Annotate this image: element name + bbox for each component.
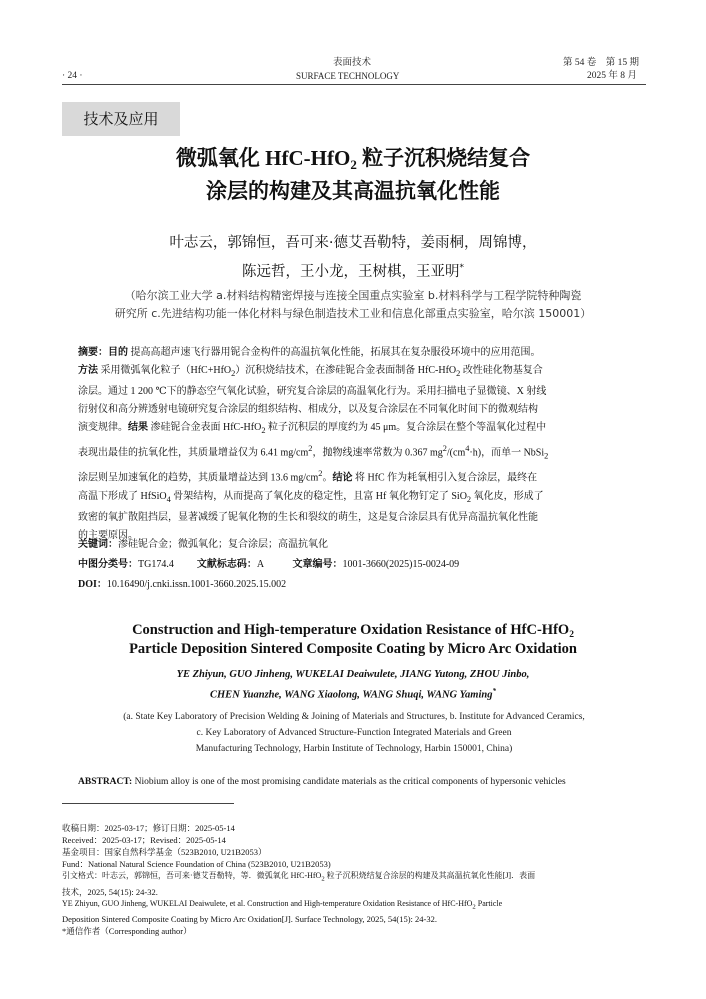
cn-affiliation-line2: 研究所 c.先进结构功能一体化材料与绿色制造技术工业和信息化部重点实验室，哈尔滨 150001）	[114, 307, 592, 320]
conclusion-label: 结论	[332, 472, 353, 484]
article-no-label: 文章编号：	[292, 559, 343, 570]
purpose-label: 目的	[108, 347, 128, 358]
en-affiliation-line2: c. Key Laboratory of Advanced Structure-Function Integrated Materials and Green	[196, 728, 512, 738]
issue-date: 2025 年 8 月	[587, 71, 637, 81]
abstract-line: ）沉积烧结技术，在渗硅铌合金表面制备 HfC-HfO	[235, 365, 457, 376]
en-abstract-text: Niobium alloy is one of the most promising candidate materials as the critical components of hypersonic vehicles	[132, 777, 566, 787]
doi-label: DOI：	[78, 579, 107, 590]
volume-issue: 第 54 卷 第 15 期	[563, 58, 640, 68]
journal-name-cn: 表面技术	[333, 58, 372, 68]
abstract-line: 的主要原因。	[78, 529, 138, 541]
en-abstract	[78, 775, 638, 789]
abstract-line: 表现出最佳的抗氧化性，其质量增益仅为 6.41 mg/cm	[78, 447, 309, 459]
header-rule	[62, 84, 646, 85]
en-title-subscript: 2	[569, 630, 574, 640]
footnote-rule	[62, 803, 234, 804]
cn-title-text-a: 微弧氧化 HfC-HfO	[175, 146, 351, 170]
received-en: Received：2025-03-17；Revised：2025-05-14	[62, 835, 226, 845]
doc-code-value: A	[256, 559, 264, 570]
abstract-line: 演变规律。	[78, 422, 128, 433]
cn-affiliation-line1: （哈尔滨工业大学 a.材料结构精密焊接与连接全国重点实验室 b.材料科学与工程学院特种陶瓷	[124, 289, 582, 302]
cn-title-line1	[0, 144, 706, 179]
article-no-value: 1001-3660(2025)15-0024-09	[342, 559, 460, 570]
abstract-line: 氧化皮，形成了	[471, 490, 544, 502]
section-tag: 技术及应用	[62, 102, 180, 136]
cite-text: Particle	[475, 898, 503, 908]
abstract-line: 改性硅化物基复合	[460, 365, 543, 376]
cn-authors-names: 陈远哲，王小龙，王树棋，王亚明	[242, 263, 460, 280]
cite-subscript: 2	[472, 903, 476, 911]
en-authors-names: CHEN Yuanzhe, WANG Xiaolong, WANG Shuqi, WANG Yaming	[210, 689, 493, 701]
en-affiliation-line3: Manufacturing Technology, Harbin Institute of Technology, Harbin 150001, China)	[195, 744, 513, 754]
cn-title-subscript: 2	[350, 157, 357, 172]
abstract-line: 采用微弧氧化粒子（HfC+HfO	[100, 365, 232, 376]
subscript: 2	[456, 369, 461, 378]
abstract-line: ·h)，而单一 NbSi	[469, 447, 545, 459]
results-label: 结果	[128, 422, 148, 433]
abstract-line: /(cm	[446, 447, 466, 459]
keywords-text: 渗硅铌合金；微弧氧化；复合涂层；高温抗氧化	[118, 539, 328, 550]
abstract-line: 衍射仪和高分辨透射电镜研究复合涂层的组织结构、相成分，以及复合涂层在不同氧化时间下的微观结构	[78, 404, 538, 415]
en-abstract-label: ABSTRACT:	[78, 777, 133, 787]
abstract-line: 高温下形成了 HfSiO	[78, 490, 167, 502]
abstract-line: 将 HfC 作为耗氧相引入复合涂层，最终在	[352, 472, 538, 484]
abstract-line: 骨架结构，从而提高了氧化皮的稳定性，且富 Hf 氧化物钉定了 SiO	[170, 490, 467, 502]
cite-en-line1	[62, 898, 646, 914]
keywords	[78, 537, 638, 553]
cn-authors-line1: 叶志云，郭锦恒，吾可来·德艾吾勒特，姜雨桐，周锦博，	[169, 235, 537, 251]
en-title-text: Construction and High-temperature Oxidation Resistance of HfC-HfO	[132, 622, 570, 638]
superscript: 2	[442, 444, 447, 453]
corresponding-author: *通信作者（Corresponding author）	[62, 926, 192, 937]
fund-en: Fund：National Natural Science Foundation of China (523B2010, U21B2053)	[62, 859, 331, 869]
method-label: 方法	[78, 365, 98, 376]
cite-cn-line2: 技术，2025, 54(15): 24-32.	[62, 886, 158, 897]
abstract-label: 摘要：	[78, 347, 108, 358]
en-title-line2: Particle Deposition Sintered Composite Coating by Micro Arc Oxidation	[129, 641, 577, 657]
cite-cn-line1	[62, 870, 646, 886]
journal-name-en: SURFACE TECHNOLOGY	[296, 71, 400, 81]
en-corresponding-mark: *	[492, 687, 496, 695]
superscript: 2	[318, 469, 323, 479]
subscript: 2	[466, 494, 472, 504]
superscript: 4	[465, 444, 470, 453]
abstract-line: 。	[322, 472, 333, 484]
corresponding-mark: *	[459, 263, 464, 273]
classification-line	[78, 557, 638, 573]
abstract-line: 渗硅铌合金表面 HfC-HfO	[148, 422, 262, 433]
abstract-cn	[78, 344, 630, 545]
abstract-line: 涂层。通过 1 200 ℃下的静态空气氧化试验，研究复合涂层的高温氧化行为。采用扫描电子显微镜、X 射线	[78, 386, 547, 397]
abstract-line: 粒子沉积层的厚度约为 45 μm。复合涂层在整个等温氧化过程中	[265, 422, 547, 433]
en-authors-line2	[0, 683, 706, 704]
subscript: 2	[231, 369, 236, 378]
en-affiliation	[78, 709, 630, 757]
cite-en-line2: Deposition Sintered Composite Coating by Micro Arc Oxidation[J]. Surface Technology, 2025, 54(15): 24-32.	[62, 914, 438, 925]
cn-title-text-b: 粒子沉积烧结复合	[356, 146, 531, 170]
en-affiliation-line1: (a. State Key Laboratory of Precision Welding & Joining of Materials and Structures, b. Institute for Advanced Ceramics,	[123, 712, 585, 722]
cn-authors-line2	[0, 257, 706, 283]
footnotes	[62, 822, 646, 937]
abstract-line: ，抛物线速率常数为 0.367 mg	[312, 447, 443, 459]
doi-value[interactable]: 10.16490/j.cnki.issn.1001-3660.2025.15.002	[106, 579, 287, 590]
abstract-line: 致密的氧扩散阻挡层，显著减缓了铌氧化物的生长和裂纹的萌生，这是复合涂层具有优异高温抗氧化性能	[78, 511, 538, 523]
cite-text: YE Zhiyun, GUO Jinheng, WUKELAI Deaiwulete, et al. Construction and High-temperature Oxidation Resistance of HfC-HfO	[62, 898, 473, 908]
doc-code-label: 文献标志码：	[196, 559, 257, 570]
fund-cn: 基金项目：国家自然科学基金（523B2010, U21B2053）	[62, 847, 267, 857]
page-number: · 24 ·	[62, 71, 83, 81]
clc-value: TG174.4	[138, 559, 174, 570]
cn-title-line2: 涂层的构建及其高温抗氧化性能	[206, 179, 500, 203]
superscript: 2	[308, 444, 313, 453]
cite-text: 引文格式：叶志云，郭锦恒，吾可来·德艾吾勒特，等．微弧氧化 HfC-HfO	[62, 871, 322, 880]
en-authors-line1: YE Zhiyun, GUO Jinheng, WUKELAI Deaiwulete, JIANG Yutong, ZHOU Jinbo,	[176, 669, 530, 680]
keywords-label: 关键词：	[78, 539, 118, 550]
subscript: 2	[261, 426, 266, 435]
cite-text: 粒子沉积烧结复合涂层的构建及其高温抗氧化性能[J]．表面	[324, 871, 536, 880]
abstract-line: 涂层则呈加速氧化的趋势，其质量增益达到 13.6 mg/cm	[78, 472, 319, 484]
cite-subscript: 2	[321, 875, 325, 883]
received-cn: 收稿日期：2025-03-17；修订日期：2025-05-14	[62, 823, 235, 833]
doi-line	[78, 577, 638, 593]
cn-affiliation	[70, 287, 636, 323]
abstract-line: 提高高超声速飞行器用铌合金构件的高温抗氧化性能，拓展其在复杂服役环境中的应用范围。	[130, 347, 541, 358]
subscript: 4	[166, 494, 171, 504]
clc-label: 中图分类号：	[78, 559, 138, 570]
subscript: 2	[544, 451, 549, 461]
